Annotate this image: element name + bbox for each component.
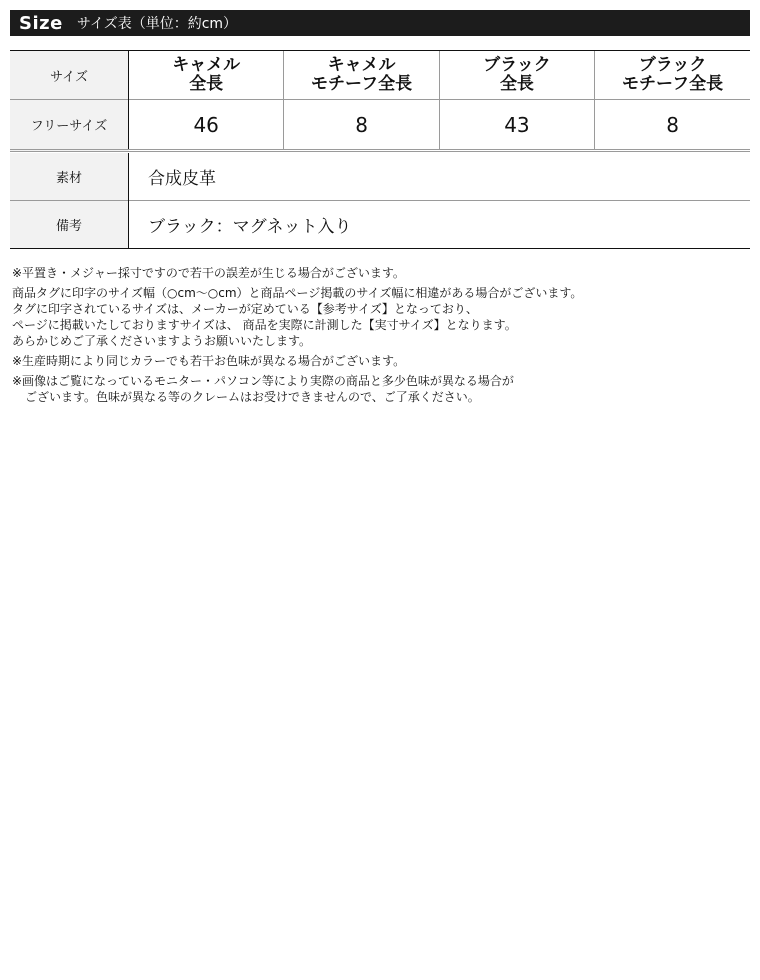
note-line: ※平置き・メジャー採寸ですので若干の誤差が生じる場合がございます。: [12, 266, 405, 280]
column-header: [129, 51, 284, 100]
note-line: ございます。色味が異なる等のクレームはお受けできませんので、ご了承ください。: [25, 390, 480, 404]
notes-section: [12, 265, 752, 409]
note-measurement: [12, 265, 752, 281]
size-value-cell: 8: [595, 100, 750, 151]
note-tag-size: [12, 285, 752, 301]
column-header-line1: ブラック: [638, 55, 707, 75]
product-info-table: [10, 153, 750, 249]
column-header: [284, 51, 439, 100]
note-line: あらかじめご了承くださいますようお願いいたします。: [12, 334, 312, 348]
note-line: 商品タグに印字のサイズ幅（○cm〜○cm）と商品ページ掲載のサイズ幅に相違がある場合がございます。: [12, 286, 583, 300]
column-header-line1: キャメル: [327, 55, 396, 75]
size-table-header-row: [10, 51, 750, 100]
column-header-line2: モチーフ全長: [310, 74, 413, 94]
column-header-line2: 全長: [499, 74, 534, 94]
size-table: [10, 50, 750, 152]
size-corner-label: サイズ: [10, 51, 129, 100]
size-value-cell: 43: [439, 100, 594, 151]
info-row-material: [10, 153, 750, 201]
note-line: タグに印字されているサイズは、メーカーが定めている【参考サイズ】となっており、: [12, 302, 478, 316]
size-value-cell: 46: [129, 100, 284, 151]
size-value-cell: 8: [284, 100, 439, 151]
column-header-line2: 全長: [189, 74, 224, 94]
info-row-remarks: [10, 201, 750, 249]
info-value: 合成皮革: [148, 169, 216, 189]
info-label: 備考: [10, 201, 129, 249]
note-line: ※画像はご覧になっているモニター・パソコン等により実際の商品と多少色味が異なる場合が: [12, 374, 514, 388]
info-value: ブラック：マグネット入り: [129, 201, 751, 249]
column-header-line1: ブラック: [483, 55, 551, 75]
note-line: ページに掲載いたしておりますサイズは、 商品を実際に計測した【実寸サイズ】となります。: [12, 318, 517, 332]
note-reference-size: [12, 301, 752, 349]
info-label: 素材: [10, 153, 129, 201]
note-production-color: [12, 353, 752, 369]
column-header: [595, 51, 750, 100]
size-row-label: フリーサイズ: [10, 100, 129, 151]
size-table-row: [10, 100, 750, 151]
column-header-line2: モチーフ全長: [621, 74, 724, 94]
note-line: ※生産時期により同じカラーでも若干お色味が異なる場合がございます。: [12, 354, 406, 368]
column-header-line1: キャメル: [172, 55, 241, 75]
size-header-bar: [10, 10, 750, 36]
size-subtitle: サイズ表（単位：約cm）: [76, 16, 238, 32]
note-monitor-color: [12, 373, 752, 405]
size-title: Size: [19, 12, 63, 34]
column-header: [439, 51, 594, 100]
